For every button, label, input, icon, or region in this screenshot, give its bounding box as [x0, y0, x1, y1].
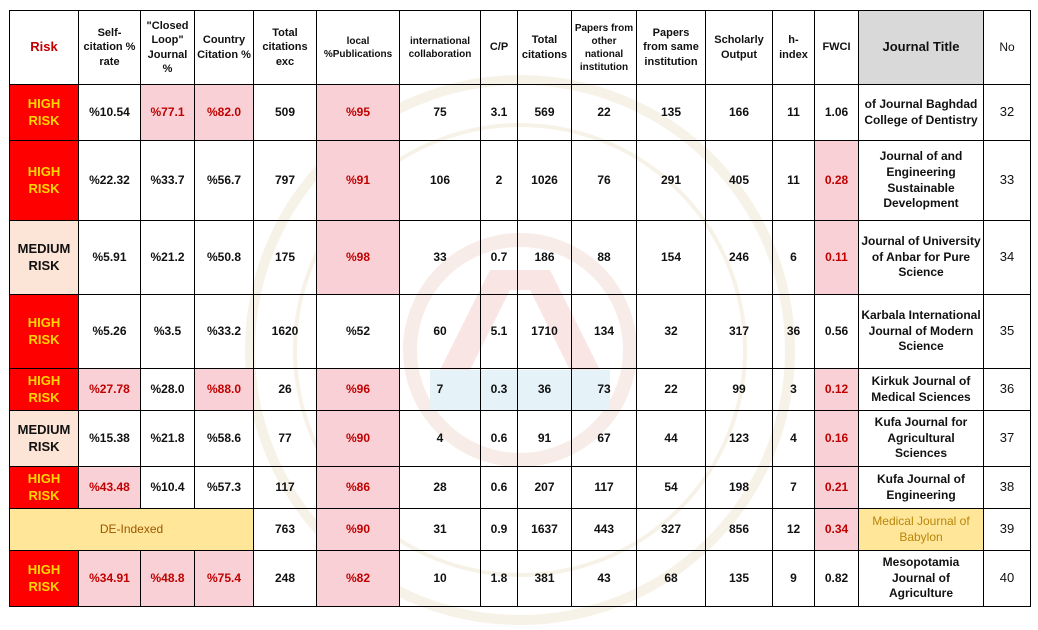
- international-collaboration-cell: 106: [400, 141, 481, 221]
- h-index-cell: 6: [773, 221, 815, 295]
- papers-other-cell: 22: [572, 85, 637, 141]
- row-number-cell: 38: [984, 467, 1031, 509]
- total-citations-exc-cell: 509: [254, 85, 317, 141]
- risk-badge: HIGH RISK: [10, 551, 79, 607]
- row-number-cell: 35: [984, 295, 1031, 369]
- h-index-cell: 12: [773, 509, 815, 551]
- fwci-cell: 0.11: [815, 221, 859, 295]
- closed-loop-cell: %21.2: [141, 221, 195, 295]
- cp-cell: 5.1: [481, 295, 518, 369]
- table-row: [10, 221, 1031, 295]
- journal-title-cell: Kufa Journal of Engineering: [859, 467, 984, 509]
- h-index-cell: 4: [773, 411, 815, 467]
- header-risk: Risk: [10, 11, 79, 85]
- international-collaboration-cell: 31: [400, 509, 481, 551]
- closed-loop-cell: %33.7: [141, 141, 195, 221]
- scholarly-output-cell: 856: [706, 509, 773, 551]
- cp-cell: 2: [481, 141, 518, 221]
- journal-title-cell: Medical Journal of Babylon: [859, 509, 984, 551]
- country-citation-cell: %57.3: [195, 467, 254, 509]
- scholarly-output-cell: 123: [706, 411, 773, 467]
- papers-other-cell: 88: [572, 221, 637, 295]
- risk-badge: HIGH RISK: [10, 85, 79, 141]
- international-collaboration-cell: 33: [400, 221, 481, 295]
- risk-badge: HIGH RISK: [10, 369, 79, 411]
- journal-title-cell: Kufa Journal for Agricultural Sciences: [859, 411, 984, 467]
- total-citations-cell: 1710: [518, 295, 572, 369]
- header-local-publications: local %Publications: [317, 11, 400, 85]
- total-citations-cell: 36: [518, 369, 572, 411]
- closed-loop-cell: %28.0: [141, 369, 195, 411]
- table-row: [10, 369, 1031, 411]
- local-publications-cell: %86: [317, 467, 400, 509]
- header-fwci: FWCI: [815, 11, 859, 85]
- local-publications-cell: %96: [317, 369, 400, 411]
- total-citations-exc-cell: 26: [254, 369, 317, 411]
- self-citation-cell: %34.91: [79, 551, 141, 607]
- self-citation-cell: %5.91: [79, 221, 141, 295]
- fwci-cell: 0.28: [815, 141, 859, 221]
- country-citation-cell: %88.0: [195, 369, 254, 411]
- closed-loop-cell: %10.4: [141, 467, 195, 509]
- scholarly-output-cell: 99: [706, 369, 773, 411]
- local-publications-cell: %91: [317, 141, 400, 221]
- country-citation-cell: %75.4: [195, 551, 254, 607]
- cp-cell: 3.1: [481, 85, 518, 141]
- total-citations-cell: 1637: [518, 509, 572, 551]
- closed-loop-cell: %48.8: [141, 551, 195, 607]
- self-citation-cell: %27.78: [79, 369, 141, 411]
- closed-loop-cell: %77.1: [141, 85, 195, 141]
- papers-other-cell: 76: [572, 141, 637, 221]
- papers-other-cell: 73: [572, 369, 637, 411]
- h-index-cell: 3: [773, 369, 815, 411]
- cp-cell: 0.7: [481, 221, 518, 295]
- self-citation-cell: %5.26: [79, 295, 141, 369]
- self-citation-cell: %10.54: [79, 85, 141, 141]
- table-row: [10, 467, 1031, 509]
- papers-same-cell: 32: [637, 295, 706, 369]
- papers-other-cell: 443: [572, 509, 637, 551]
- header-scholarly-output: Scholarly Output: [706, 11, 773, 85]
- header-self-citation: Self-citation % rate: [79, 11, 141, 85]
- papers-same-cell: 327: [637, 509, 706, 551]
- table-row: [10, 551, 1031, 607]
- fwci-cell: 0.21: [815, 467, 859, 509]
- total-citations-cell: 1026: [518, 141, 572, 221]
- journal-title-cell: Kirkuk Journal of Medical Sciences: [859, 369, 984, 411]
- country-citation-cell: %33.2: [195, 295, 254, 369]
- row-number-cell: 34: [984, 221, 1031, 295]
- header-journal-title: Journal Title: [859, 11, 984, 85]
- journal-title-cell: Mesopotamia Journal of Agriculture: [859, 551, 984, 607]
- header-total-citations-exc: Total citations exc: [254, 11, 317, 85]
- h-index-cell: 7: [773, 467, 815, 509]
- papers-same-cell: 68: [637, 551, 706, 607]
- international-collaboration-cell: 10: [400, 551, 481, 607]
- fwci-cell: 0.12: [815, 369, 859, 411]
- total-citations-cell: 569: [518, 85, 572, 141]
- row-number-cell: 40: [984, 551, 1031, 607]
- table-row: [10, 141, 1031, 221]
- international-collaboration-cell: 60: [400, 295, 481, 369]
- total-citations-exc-cell: 175: [254, 221, 317, 295]
- header-international-collaboration: international collaboration: [400, 11, 481, 85]
- row-number-cell: 32: [984, 85, 1031, 141]
- local-publications-cell: %82: [317, 551, 400, 607]
- papers-same-cell: 44: [637, 411, 706, 467]
- cp-cell: 0.6: [481, 411, 518, 467]
- header-cp: C/P: [481, 11, 518, 85]
- fwci-cell: 0.56: [815, 295, 859, 369]
- h-index-cell: 11: [773, 85, 815, 141]
- header-no: No: [984, 11, 1031, 85]
- header-closed-loop: "Closed Loop" Journal %: [141, 11, 195, 85]
- scholarly-output-cell: 135: [706, 551, 773, 607]
- journal-title-cell: Journal of and Engineering Sustainable Development: [859, 141, 984, 221]
- self-citation-cell: %22.32: [79, 141, 141, 221]
- journal-risk-table: [9, 10, 1031, 607]
- total-citations-exc-cell: 77: [254, 411, 317, 467]
- header-country-citation: Country Citation %: [195, 11, 254, 85]
- header-total-citations: Total citations: [518, 11, 572, 85]
- papers-same-cell: 22: [637, 369, 706, 411]
- scholarly-output-cell: 166: [706, 85, 773, 141]
- total-citations-cell: 207: [518, 467, 572, 509]
- papers-other-cell: 67: [572, 411, 637, 467]
- total-citations-exc-cell: 797: [254, 141, 317, 221]
- risk-badge: HIGH RISK: [10, 141, 79, 221]
- journal-title-cell: of Journal Baghdad College of Dentistry: [859, 85, 984, 141]
- papers-other-cell: 134: [572, 295, 637, 369]
- local-publications-cell: %95: [317, 85, 400, 141]
- international-collaboration-cell: 75: [400, 85, 481, 141]
- row-number-cell: 37: [984, 411, 1031, 467]
- total-citations-exc-cell: 248: [254, 551, 317, 607]
- row-number-cell: 33: [984, 141, 1031, 221]
- local-publications-cell: %52: [317, 295, 400, 369]
- header-row: [10, 11, 1031, 85]
- cp-cell: 0.3: [481, 369, 518, 411]
- total-citations-cell: 91: [518, 411, 572, 467]
- cp-cell: 1.8: [481, 551, 518, 607]
- cp-cell: 0.9: [481, 509, 518, 551]
- self-citation-cell: %43.48: [79, 467, 141, 509]
- papers-same-cell: 291: [637, 141, 706, 221]
- scholarly-output-cell: 198: [706, 467, 773, 509]
- papers-other-cell: 117: [572, 467, 637, 509]
- local-publications-cell: %90: [317, 509, 400, 551]
- header-papers-other-institution: Papers from other national institution: [572, 11, 637, 85]
- header-papers-same-institution: Papers from same institution: [637, 11, 706, 85]
- papers-same-cell: 135: [637, 85, 706, 141]
- papers-same-cell: 54: [637, 467, 706, 509]
- fwci-cell: 1.06: [815, 85, 859, 141]
- closed-loop-cell: %3.5: [141, 295, 195, 369]
- risk-badge: MEDIUM RISK: [10, 411, 79, 467]
- country-citation-cell: %82.0: [195, 85, 254, 141]
- total-citations-exc-cell: 117: [254, 467, 317, 509]
- table-row: [10, 85, 1031, 141]
- cp-cell: 0.6: [481, 467, 518, 509]
- h-index-cell: 9: [773, 551, 815, 607]
- international-collaboration-cell: 7: [400, 369, 481, 411]
- table-row: [10, 509, 1031, 551]
- total-citations-exc-cell: 763: [254, 509, 317, 551]
- papers-same-cell: 154: [637, 221, 706, 295]
- country-citation-cell: %50.8: [195, 221, 254, 295]
- self-citation-cell: %15.38: [79, 411, 141, 467]
- row-number-cell: 39: [984, 509, 1031, 551]
- journal-title-cell: Journal of University of Anbar for Pure Science: [859, 221, 984, 295]
- de-indexed-badge: DE-Indexed: [10, 509, 254, 551]
- header-h-index: h-index: [773, 11, 815, 85]
- risk-badge: MEDIUM RISK: [10, 221, 79, 295]
- international-collaboration-cell: 28: [400, 467, 481, 509]
- country-citation-cell: %58.6: [195, 411, 254, 467]
- table-row: [10, 411, 1031, 467]
- country-citation-cell: %56.7: [195, 141, 254, 221]
- scholarly-output-cell: 246: [706, 221, 773, 295]
- table-row: [10, 295, 1031, 369]
- fwci-cell: 0.82: [815, 551, 859, 607]
- total-citations-cell: 381: [518, 551, 572, 607]
- h-index-cell: 11: [773, 141, 815, 221]
- total-citations-exc-cell: 1620: [254, 295, 317, 369]
- row-number-cell: 36: [984, 369, 1031, 411]
- h-index-cell: 36: [773, 295, 815, 369]
- international-collaboration-cell: 4: [400, 411, 481, 467]
- journal-title-cell: Karbala International Journal of Modern Science: [859, 295, 984, 369]
- local-publications-cell: %98: [317, 221, 400, 295]
- fwci-cell: 0.34: [815, 509, 859, 551]
- papers-other-cell: 43: [572, 551, 637, 607]
- risk-badge: HIGH RISK: [10, 295, 79, 369]
- scholarly-output-cell: 317: [706, 295, 773, 369]
- closed-loop-cell: %21.8: [141, 411, 195, 467]
- fwci-cell: 0.16: [815, 411, 859, 467]
- risk-badge: HIGH RISK: [10, 467, 79, 509]
- scholarly-output-cell: 405: [706, 141, 773, 221]
- total-citations-cell: 186: [518, 221, 572, 295]
- local-publications-cell: %90: [317, 411, 400, 467]
